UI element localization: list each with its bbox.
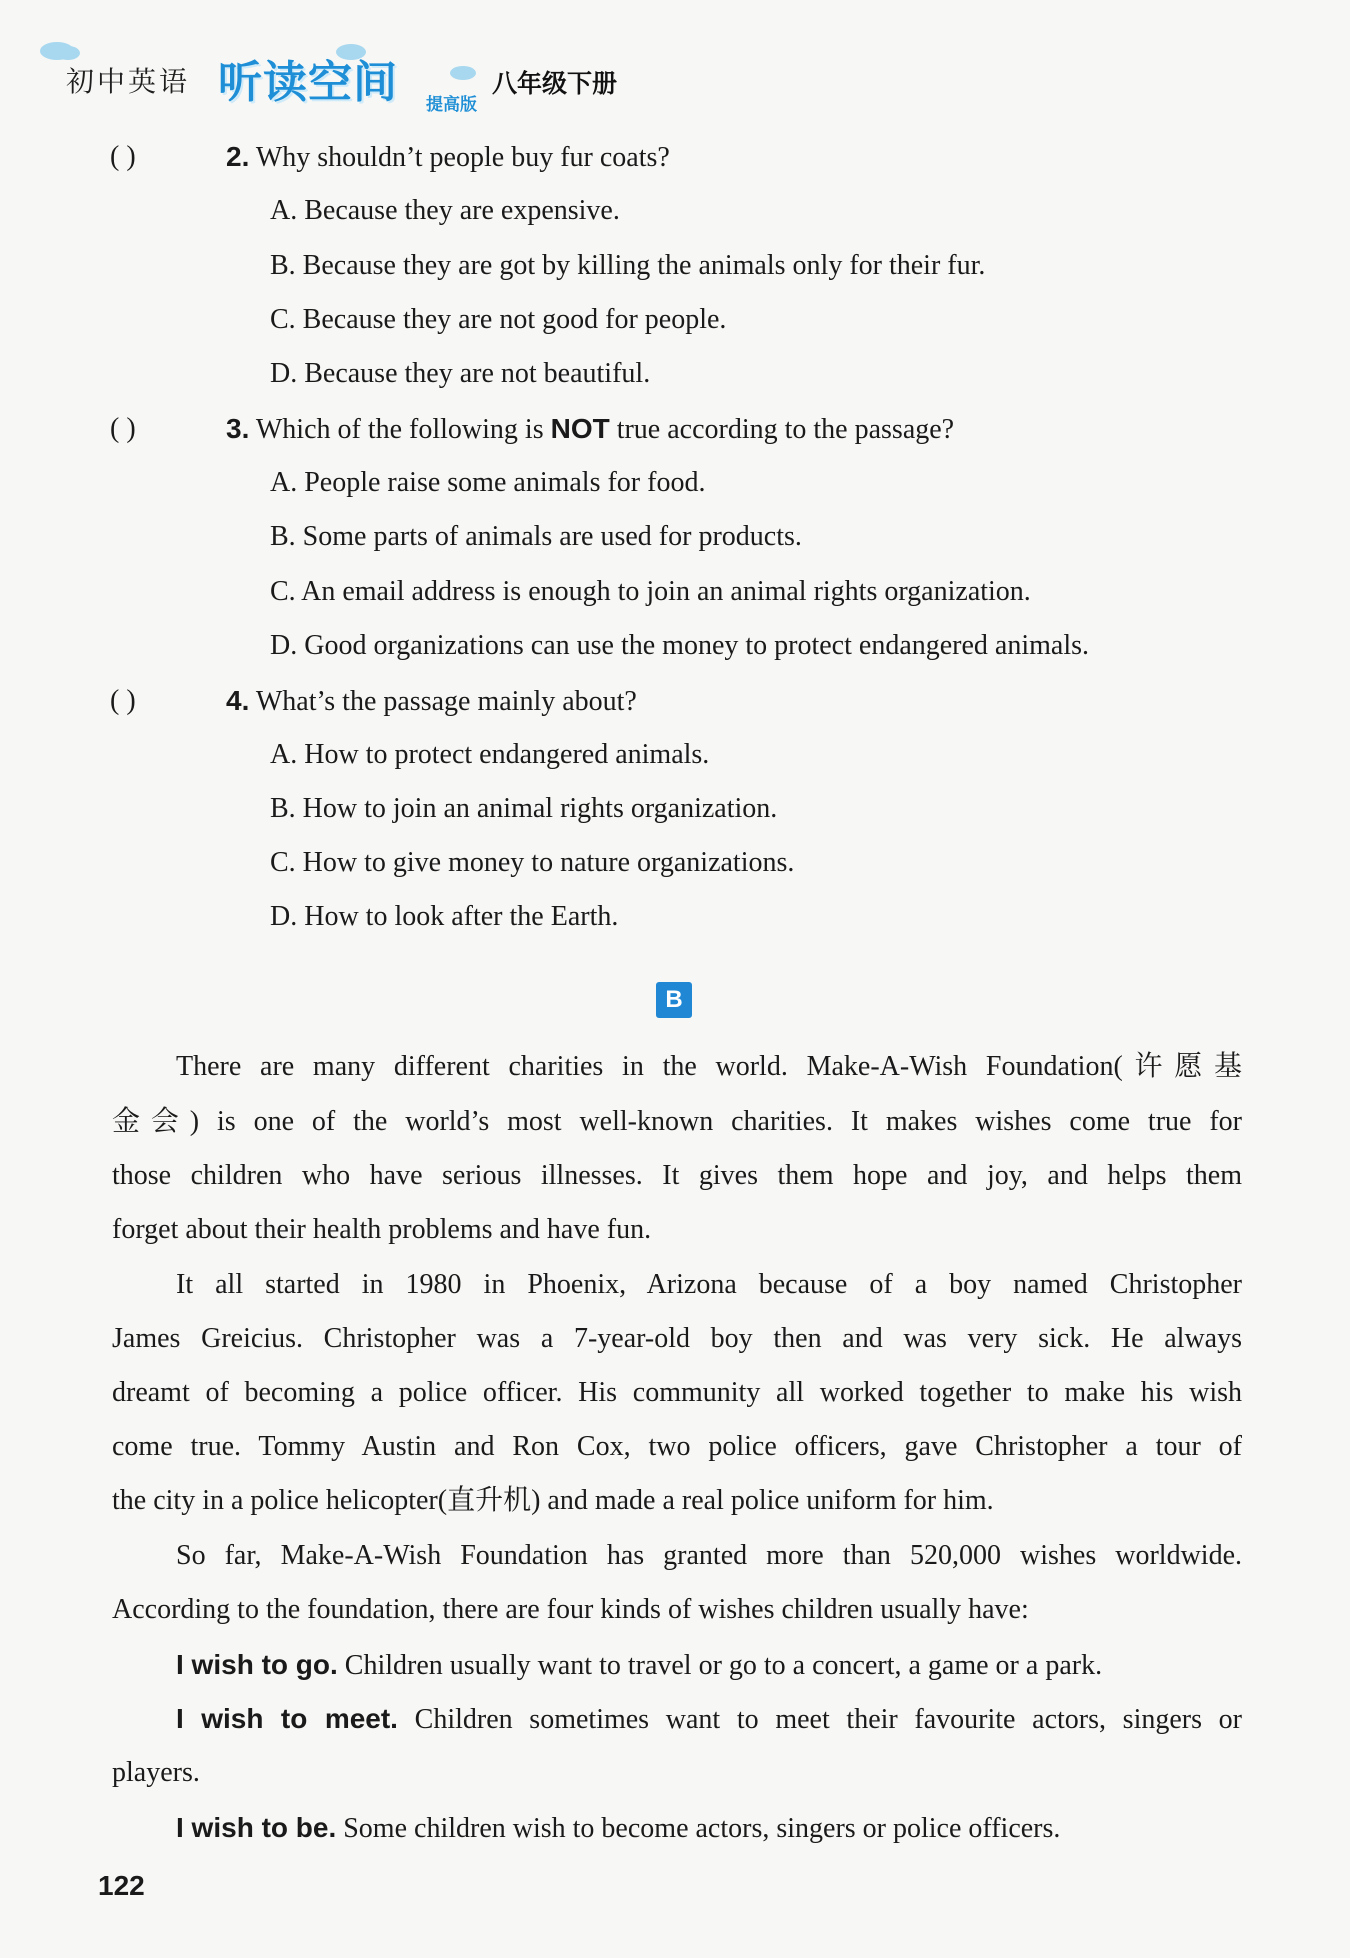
passage-line: the city in a police helicopter(直升机) and made a real police uniform for him.	[112, 1485, 994, 1516]
passage-line: It all started in 1980 in Phoenix, Arizona because of a boy named Christopher	[176, 1269, 1242, 1300]
passage-line: forget about their health problems and have fun.	[112, 1214, 652, 1245]
question-stem	[226, 412, 954, 447]
section-badge: B	[656, 982, 692, 1018]
question-text-after: true according to the passage?	[609, 414, 955, 445]
wish-heading: I wish to be.	[176, 1812, 337, 1843]
question-number: 3.	[226, 413, 250, 444]
passage-line: come true. Tommy Austin and Ron Cox, two police officers, gave Christopher a tour of	[112, 1431, 1242, 1462]
edition-label: 提高版	[426, 95, 477, 115]
wish-description: Children sometimes want to meet their favourite actors, singers or	[397, 1704, 1242, 1735]
option-c[interactable]: C. How to give money to nature organizations.	[270, 847, 795, 878]
answer-blank[interactable]: ( )	[110, 141, 136, 172]
passage-line: those children who have serious illnesses. It gives them hope and joy, and helps them	[112, 1160, 1242, 1191]
wish-item-go	[176, 1648, 1242, 1683]
question-text: What’s the passage mainly about?	[255, 686, 637, 717]
answer-blank[interactable]: ( )	[110, 413, 136, 444]
passage-line: players.	[112, 1757, 200, 1788]
page-header	[40, 42, 740, 122]
question-number: 2.	[226, 141, 250, 172]
option-b[interactable]: B. Because they are got by killing the animals only for their fur.	[270, 250, 986, 281]
cloud-decoration-icon	[56, 46, 80, 60]
passage-line: There are many different charities in the world. Make-A-Wish Foundation(许愿基	[176, 1051, 1242, 1082]
option-b[interactable]: B. Some parts of animals are used for products.	[270, 521, 802, 552]
series-title: 初中英语	[66, 65, 191, 98]
option-d[interactable]: D. Because they are not beautiful.	[270, 358, 651, 389]
option-d[interactable]: D. Good organizations can use the money to protect endangered animals.	[270, 630, 1090, 661]
option-c[interactable]: C. An email address is enough to join an animal rights organization.	[270, 576, 1031, 607]
wish-heading: I wish to go.	[176, 1649, 338, 1680]
passage-line: James Greicius. Christopher was a 7-year-old boy then and was very sick. He always	[112, 1323, 1242, 1354]
cloud-decoration-icon	[450, 66, 476, 80]
wish-heading: I wish to meet.	[176, 1703, 398, 1734]
grade-label: 八年级下册	[492, 69, 618, 98]
brand-logo-text: 听读空间	[218, 57, 398, 108]
page-number: 122	[98, 1870, 145, 1901]
question-text: Why shouldn’t people buy fur coats?	[255, 142, 670, 173]
question-text-emphasis: NOT	[550, 413, 610, 444]
option-b[interactable]: B. How to join an animal rights organization.	[270, 793, 778, 824]
passage-line: So far, Make-A-Wish Foundation has granted more than 520,000 wishes worldwide.	[176, 1540, 1242, 1571]
option-a[interactable]: A. Because they are expensive.	[270, 195, 620, 226]
passage-line: 金会) is one of the world’s most well-known charities. It makes wishes come true for	[112, 1106, 1242, 1137]
wish-description: Children usually want to travel or go to a concert, a game or a park.	[337, 1650, 1103, 1681]
passage-line: dreamt of becoming a police officer. His community all worked together to make his wish	[112, 1377, 1242, 1408]
question-stem	[226, 140, 670, 175]
passage-line: According to the foundation, there are four kinds of wishes children usually have:	[112, 1594, 1029, 1625]
question-stem	[226, 684, 637, 719]
answer-blank[interactable]: ( )	[110, 685, 136, 716]
question-text-before: Which of the following is	[255, 414, 551, 445]
wish-item-be	[176, 1811, 1242, 1846]
wish-item-meet	[176, 1702, 1242, 1737]
option-d[interactable]: D. How to look after the Earth.	[270, 901, 619, 932]
option-a[interactable]: A. People raise some animals for food.	[270, 467, 706, 498]
option-c[interactable]: C. Because they are not good for people.	[270, 304, 727, 335]
question-number: 4.	[226, 685, 250, 716]
option-a[interactable]: A. How to protect endangered animals.	[270, 739, 710, 770]
wish-description: Some children wish to become actors, singers or police officers.	[336, 1813, 1061, 1844]
